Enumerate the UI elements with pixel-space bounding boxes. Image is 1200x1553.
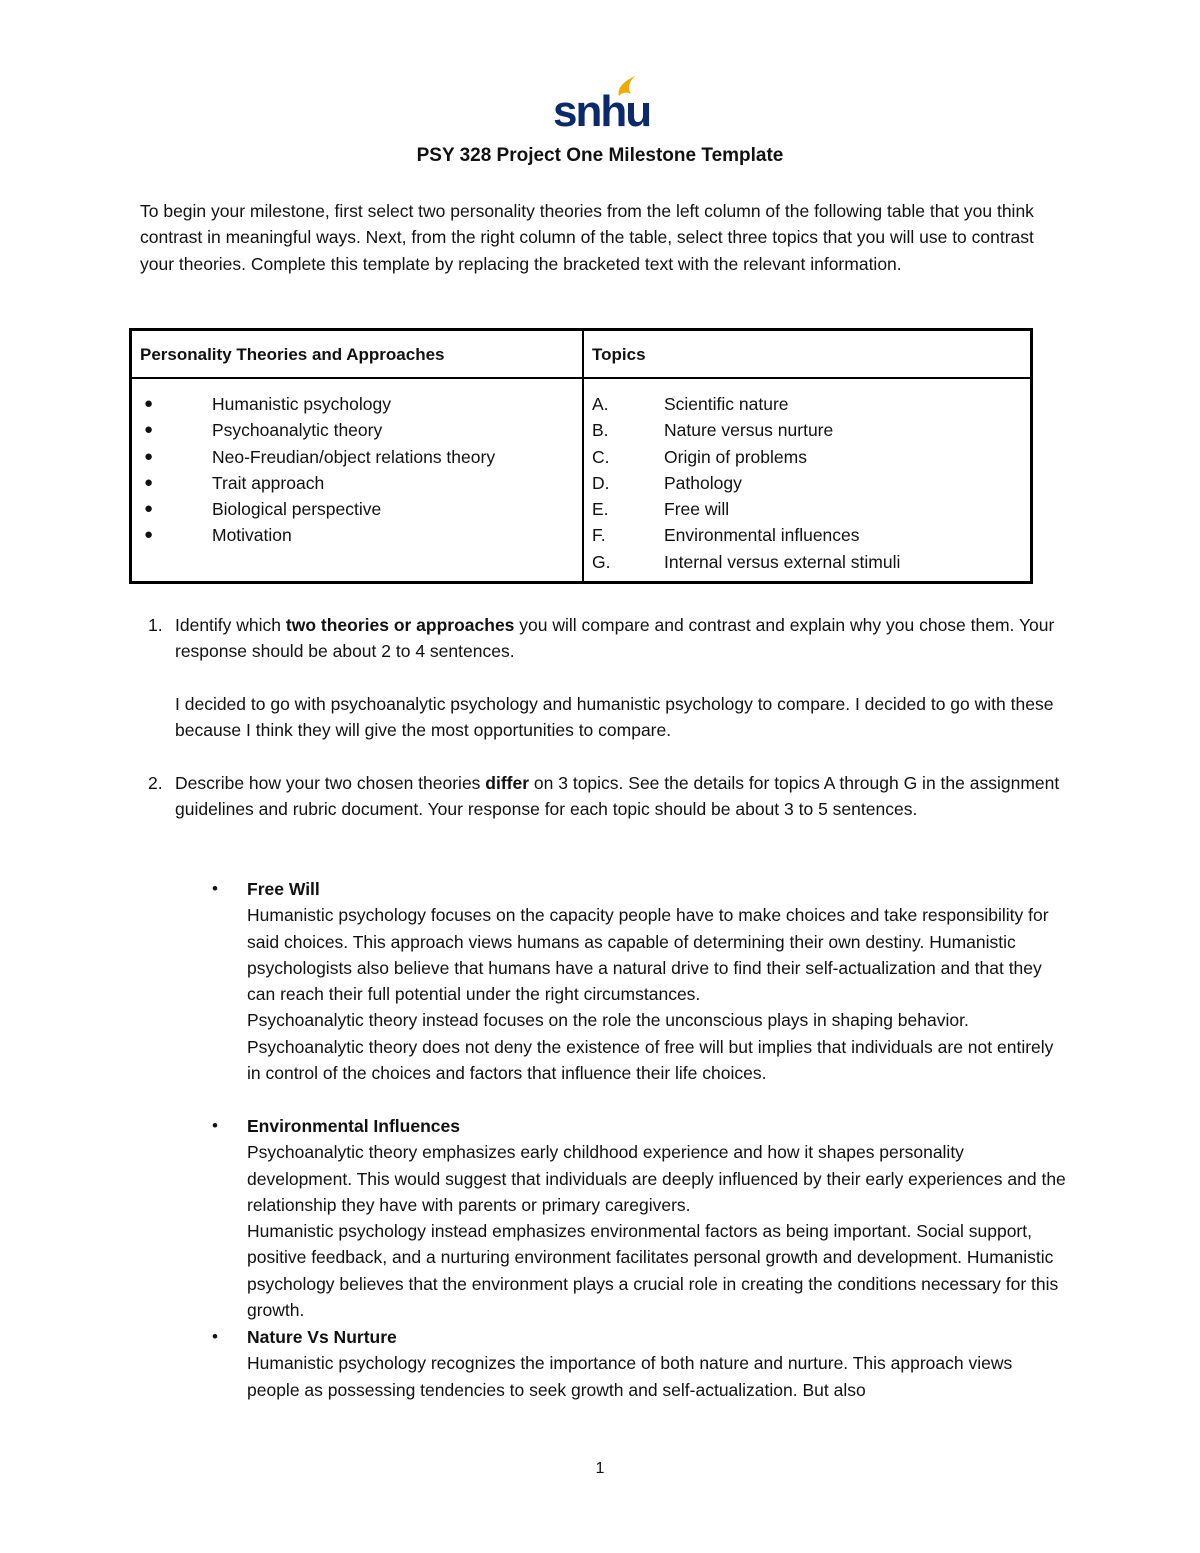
topic-item: E. Free will bbox=[592, 499, 730, 520]
theories-column-header: Personality Theories and Approaches bbox=[140, 345, 445, 364]
topic-heading: Environmental Influences bbox=[247, 1116, 460, 1136]
topic-item: A. Scientific nature bbox=[592, 394, 789, 414]
topic-environmental-influences bbox=[212, 1113, 1067, 1323]
question-2: 2. Describe how your two chosen theories differ on 3 topics. See the details for topics A through G in the assignment guidelines and rubric document. Your response for each topic should be about 3 to 5 sentences. bbox=[175, 770, 1065, 823]
bullet-icon: ● bbox=[144, 395, 154, 412]
table-header-divider bbox=[132, 377, 1030, 379]
table-column-divider bbox=[582, 331, 584, 581]
topic-heading: Nature Vs Nurture bbox=[247, 1327, 397, 1347]
page-number: 1 bbox=[595, 1460, 605, 1477]
topic-item: C. Origin of problems bbox=[592, 446, 807, 467]
topic-nature-vs-nurture bbox=[212, 1324, 1067, 1403]
theories-list bbox=[140, 391, 580, 549]
question-1: 1. Identify which two theories or approaches you will compare and contrast and explain why you chose them. Your response should be about 2 to 4 sentences. bbox=[175, 612, 1065, 665]
topic-paragraph: Psychoanalytic theory emphasizes early childhood experience and how it shapes personality development. This would suggest that individuals are deeply influenced by their early experiences and the relationship they have with parents or primary caregivers. bbox=[247, 1142, 1066, 1215]
page-title: PSY 328 Project One Milestone Template bbox=[416, 145, 784, 166]
bullet-icon: ● bbox=[144, 526, 154, 544]
topic-paragraph: Humanistic psychology instead emphasizes environmental factors as being important. Social support, positive feedback, and a nurturing environment facilitates personal growth and development. Humanistic psychology believes that the environment plays a crucial role in creating the conditions necessary for this growth. bbox=[247, 1221, 1059, 1321]
bullet-icon: ● bbox=[144, 421, 154, 439]
topic-item: D. Pathology bbox=[592, 472, 742, 493]
bullet-icon: • bbox=[212, 1116, 218, 1135]
topic-paragraph: Humanistic psychology recognizes the importance of both nature and nurture. This approach views people as possessing tendencies to seek growth and self-actualization. But also bbox=[247, 1353, 1013, 1400]
topics-list bbox=[592, 391, 1022, 575]
theory-item: ● Neo-Freudian/object relations theory bbox=[140, 444, 580, 470]
topic-heading: Free Will bbox=[247, 879, 320, 899]
bullet-icon: • bbox=[212, 879, 218, 898]
bullet-icon: ● bbox=[144, 447, 154, 465]
snhu-logo bbox=[553, 74, 651, 136]
theory-item: ● Psychoanalytic theory bbox=[140, 417, 580, 443]
topic-item: F. Environmental influences bbox=[592, 525, 860, 546]
topic-free-will bbox=[212, 876, 1067, 1086]
theory-item: ● Trait approach bbox=[140, 470, 580, 496]
bullet-icon: • bbox=[212, 1327, 218, 1346]
topic-paragraph: Humanistic psychology focuses on the capacity people have to make choices and take responsibility for said choices. This approach views humans as capable of determining their own destiny. Humanistic psychologists also believe that humans have a natural drive to find their self-actualization and that they can reach their full potential under the right circumstances. bbox=[247, 905, 1049, 1005]
bullet-icon: ● bbox=[144, 500, 154, 518]
theory-item: ● Motivation bbox=[140, 522, 580, 548]
theories-topics-table bbox=[129, 328, 1033, 584]
question-number: 1. bbox=[148, 615, 163, 635]
question-1-answer: I decided to go with psychoanalytic psychology and humanistic psychology to compare. I decided to go with these because I think they will give the most opportunities to compare. bbox=[175, 694, 1054, 741]
theory-item: ● Biological perspective bbox=[140, 496, 580, 522]
intro-paragraph: To begin your milestone, first select two personality theories from the left column of the following table that you think contrast in meaningful ways. Next, from the right column of the table, select three topics that you will use to contrast your theories. Complete this template by replacing the bracketed text with the relevant information. bbox=[140, 201, 1034, 274]
bullet-icon: ● bbox=[144, 473, 154, 491]
logo-wordmark: snhu bbox=[553, 87, 651, 136]
topic-paragraph: Psychoanalytic theory instead focuses on the role the unconscious plays in shaping behavior. Psychoanalytic theory does not deny the existence of free will but implies that individuals are not entirely in control of the choices and factors that influence their life choices. bbox=[247, 1010, 1054, 1084]
topic-item: G. Internal versus external stimuli bbox=[592, 551, 901, 572]
theory-item: ● Humanistic psychology bbox=[140, 391, 580, 417]
topics-column-header: Topics bbox=[592, 345, 646, 364]
topic-item: B. Nature versus nurture bbox=[592, 420, 834, 441]
question-number: 2. bbox=[148, 773, 163, 793]
